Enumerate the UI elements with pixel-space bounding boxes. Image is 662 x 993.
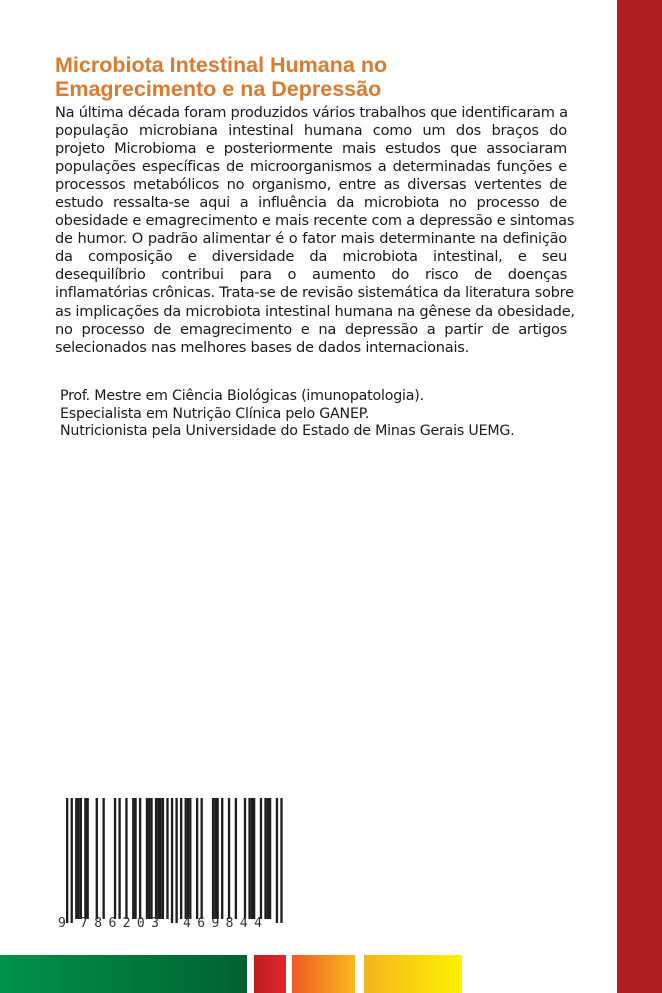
barcode-bar (187, 798, 189, 919)
barcode-bar (155, 798, 157, 919)
barcode-bar (214, 798, 216, 919)
synopsis-line: inflamatórias crônicas. Trata-se de revisão sistemática da literatura sobre (55, 284, 574, 302)
barcode-bar (150, 798, 152, 919)
barcode-bar (71, 798, 73, 923)
synopsis-line: desequilíbrio contribui para o aumento do risco de doenças (55, 266, 567, 284)
barcode-bar (159, 798, 161, 919)
barcode-bar (180, 798, 182, 919)
barcode-bar (212, 798, 214, 919)
author-bio (60, 388, 515, 441)
barcode-bar (157, 798, 159, 919)
synopsis-line: de humor. O padrão alimentar é o fator mais determinante na definição (55, 230, 567, 248)
author-line: Prof. Mestre em Ciência Biológicas (imunopatologia). (60, 388, 424, 404)
green-color-bar (0, 955, 247, 993)
barcode-bar (84, 798, 86, 919)
barcode-bar (139, 798, 141, 919)
synopsis-line: Na última década foram produzidos vários trabalhos que identificaram a (55, 104, 568, 121)
barcode-bar (77, 798, 79, 919)
synopsis-line: da composição e diversidade da microbiota intestinal, e seu (55, 248, 567, 266)
barcode-bar (276, 798, 278, 923)
synopsis-line: processos metabólicos no organismo, entre as diversas vertentes de (55, 176, 567, 194)
isbn-barcode (60, 798, 290, 923)
barcode-bar (118, 798, 120, 919)
barcode-bar (146, 798, 148, 919)
barcode-bar (148, 798, 150, 919)
author-line: Especialista em Nutrição Clínica pelo GANEP. (60, 405, 370, 422)
barcode-bar (102, 798, 104, 919)
barcode-bar (267, 798, 269, 919)
barcode-bar (201, 798, 203, 919)
red-color-bar (254, 955, 286, 993)
barcode-bar (185, 798, 187, 919)
synopsis-line: estudo ressalta-se aqui a influência da microbiota no processo de (55, 194, 567, 212)
synopsis-line: projeto Microbioma e posteriormente mais estudos que associaram (55, 140, 567, 158)
barcode-bar (162, 798, 164, 919)
book-synopsis (55, 104, 575, 357)
barcode-bar (280, 798, 282, 923)
barcode-bar (114, 798, 116, 919)
spine-stripe (617, 0, 662, 993)
barcode-bar (134, 798, 136, 919)
barcode-right-digits: 469844 (183, 916, 269, 931)
synopsis-line: obesidade e emagrecimento e mais recente com a depressão e sintomas (55, 212, 575, 230)
barcode-bar (221, 798, 223, 919)
title-line: Microbiota Intestinal Humana no (55, 53, 388, 77)
orange-color-bar (292, 955, 355, 993)
barcode-bar (253, 798, 255, 919)
synopsis-line: no processo de emagrecimento e na depressão a partir de artigos (55, 320, 567, 338)
yellow-color-bar (364, 955, 462, 993)
barcode-bar (166, 798, 168, 919)
barcode-bar (264, 798, 266, 919)
barcode-bar (175, 798, 177, 923)
barcode-bar (87, 798, 89, 919)
synopsis-line: selecionados nas melhores bases de dados internacionais. (55, 338, 469, 356)
barcode-bar (269, 798, 271, 919)
barcode-bar (125, 798, 127, 919)
barcode-bar (66, 798, 68, 923)
barcode-left-digits: 786203 (80, 916, 166, 931)
barcode-bar (228, 798, 230, 919)
synopsis-line: populações específicas de microorganismos a determinadas funções e (55, 158, 567, 176)
barcode-bar (251, 798, 253, 919)
barcode-bar (75, 798, 77, 919)
barcode-bar (80, 798, 82, 919)
book-title (55, 53, 387, 101)
barcode-bar (248, 798, 250, 919)
barcode-bar (216, 798, 218, 919)
author-line: Nutricionista pela Universidade do Estado de Minas Gerais UEMG. (60, 423, 515, 439)
barcode-first-digit: 9 (58, 916, 66, 931)
barcode-bar (196, 798, 198, 919)
barcode-bar (171, 798, 173, 923)
barcode-bar (132, 798, 134, 919)
barcode-bar (260, 798, 262, 919)
title-line: Emagrecimento e na Depressão (55, 77, 382, 101)
barcode-bar (189, 798, 191, 919)
synopsis-line: as implicações da microbiota intestinal humana na gênese da obesidade, (55, 302, 575, 320)
barcode-bar (96, 798, 98, 919)
barcode-bar (244, 798, 246, 919)
barcode-bar (235, 798, 237, 919)
synopsis-line: população microbiana intestinal humana como um dos braços do (55, 122, 567, 140)
